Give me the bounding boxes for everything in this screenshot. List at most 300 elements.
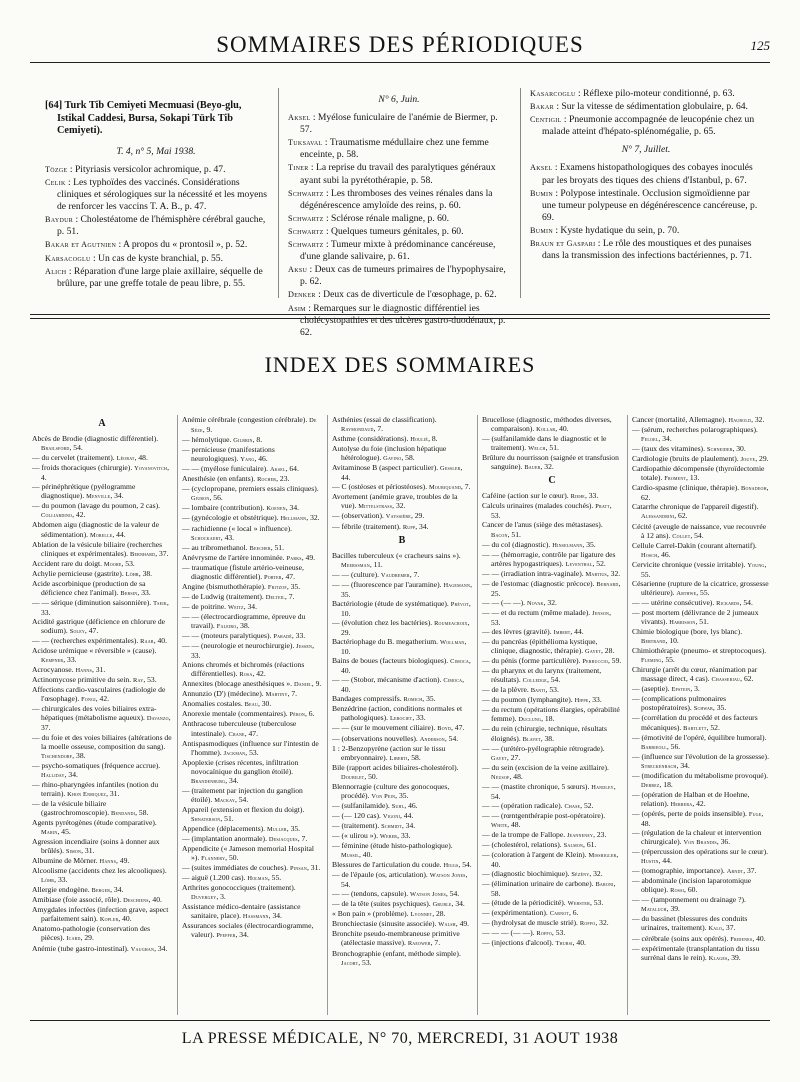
entry-topic: — — (hémorragie, contrôle par ligature des artères hypogastriques). (482, 549, 616, 568)
entry-topic: — — (sur le mouvement ciliaire). (332, 723, 438, 733)
index-entry (482, 598, 622, 608)
entry-text: : Pityriasis versicolor achromique, p. 47. (67, 163, 226, 175)
entry-topic: Anatomo-pathologie (conservation des pièces). (32, 924, 151, 943)
index-entry (32, 944, 172, 954)
author-name: Léorat (116, 455, 135, 463)
entry-topic: — — (culture). (332, 569, 381, 579)
index-entry (332, 889, 472, 899)
index-entry (182, 563, 322, 582)
page-reference: , 53. (143, 675, 157, 685)
author-name: Yovanovitch (134, 465, 168, 473)
index-entry (482, 666, 622, 685)
page-reference: , 52. (592, 558, 606, 568)
entry-topic: Bactériologie (étude de systématique). (332, 598, 451, 608)
index-entry (32, 598, 172, 617)
index-entry (482, 830, 622, 840)
page-reference: , 34. (676, 760, 690, 770)
entry-text: : Les typhoïdes des vaccinés. Considérations cliniques et sérologiques sur la nécessité et les moyens de renforcer les vaccins T. A. B., p. 47. (57, 176, 267, 213)
page-reference: , 55. (641, 559, 767, 579)
author-name: Vigoni (382, 812, 400, 820)
index-entry (632, 415, 770, 425)
summary-entry (45, 177, 267, 213)
page-reference: , 39. (727, 952, 741, 962)
page-reference: , 55. (696, 587, 710, 597)
column-divider (278, 88, 279, 298)
page-reference: , 7. (287, 689, 298, 699)
page-reference: , 53. (589, 898, 604, 908)
section-letter-text: B (398, 534, 406, 546)
index-entry (332, 919, 472, 929)
summary-entry (45, 100, 267, 138)
entry-topic: — (coloration à l'argent de Klein). (482, 850, 589, 860)
index-entry (332, 511, 472, 521)
summary-entry (288, 162, 510, 186)
entry-topic: — post mortem (délivrance de 2 jumeaux vivants). (632, 607, 759, 626)
page-reference: , 47. (244, 728, 258, 738)
page-reference: , 35. (341, 579, 472, 599)
page-reference: , 40. (148, 895, 162, 905)
index-entry (32, 617, 172, 636)
index-entry (332, 860, 472, 870)
page-reference: , 49. (455, 919, 470, 929)
entry-topic: Anévrysme de l'artère innominée. (182, 552, 287, 562)
page-reference: , 62. (641, 483, 769, 503)
entry-topic: Césarienne (rupture de la cicatrice, grossesse ultérieure). (632, 578, 769, 597)
author-name: Gruble (432, 901, 452, 909)
page-reference: , 40. (341, 656, 471, 676)
author-name: Colliardino (41, 512, 73, 520)
index-entry (632, 752, 770, 771)
page-reference: , 46. (404, 800, 418, 810)
index-entry (32, 818, 172, 837)
index-entry (32, 780, 172, 799)
author-name: Schneider (706, 446, 733, 454)
index-entry (32, 665, 172, 675)
author-name: Giuron (191, 495, 210, 503)
index-entry (632, 895, 770, 914)
page-reference: , 7. (373, 424, 384, 434)
page-reference: , 13. (686, 473, 700, 483)
author-name: Roumeacroix (434, 619, 468, 627)
entry-topic: — au tribromethanol. (182, 542, 250, 552)
index-entry (182, 474, 322, 484)
author-name: Hippe (574, 697, 589, 705)
summary-column-1 (45, 100, 267, 291)
page-reference: , 60. (684, 885, 698, 895)
author-name: Rocher (257, 476, 277, 484)
page-header (30, 22, 770, 63)
page-reference: , 7. (460, 482, 471, 492)
page-reference: , 38. (72, 750, 86, 760)
page-reference: , 58. (407, 752, 421, 762)
page-reference: , 52. (580, 800, 594, 810)
index-entry (32, 905, 172, 924)
author-name: Rupp (402, 523, 416, 531)
entry-topic: Cardiopathie décompensée (thyroïdectomie totale). (632, 464, 765, 483)
author-name: Bendandi (111, 809, 136, 817)
entry-topic: — (gynécologie et obstétrique). (182, 513, 281, 523)
entry-topic: — — (électrocardiogramme, épreuve du travail). (182, 611, 306, 630)
author-name: Bacon (491, 531, 508, 539)
entry-topic: Cancer de l'anus (siège des métastases). (482, 520, 603, 530)
summary-entry (530, 101, 762, 113)
author-name: Mussil (341, 852, 359, 860)
index-entry (482, 656, 622, 666)
column-divider (627, 415, 628, 1015)
index-entry (182, 739, 322, 758)
page-reference: , 31. (81, 846, 95, 856)
page-reference: , 50. (364, 771, 378, 781)
entry-topic: — de la trompe de Fallope. (482, 829, 567, 839)
index-entry (482, 898, 622, 908)
index-entry (32, 856, 172, 866)
entry-topic: Asthénies (essai de classification). (332, 415, 437, 424)
index-entry (332, 811, 472, 821)
page-reference: , 32. (543, 597, 557, 607)
entry-topic: — (opération de Halban et de Hoehne, relation). (632, 789, 750, 808)
index-entry (632, 733, 770, 752)
index-entry (32, 885, 172, 895)
entry-topic: Anomalies costales. (182, 699, 245, 709)
entry-topic: — rhino-pharyngées infantiles (notion du terrain). (32, 779, 159, 798)
author-name: Herrera (670, 800, 693, 808)
author-name: Hagemann (443, 581, 471, 589)
page-reference: , 35. (582, 539, 596, 549)
author-name: Soley (69, 627, 85, 635)
author-name: Haubold (728, 417, 752, 424)
author-name: Kempner (41, 657, 64, 665)
entry-topic: — — (recherches expérimentales). (32, 636, 141, 646)
author-name: Missrigler (588, 852, 617, 860)
index-entry (32, 482, 172, 501)
index-entry (482, 579, 622, 598)
entry-topic: Anesthésie (en enfants). (182, 474, 258, 484)
author-name: De Sèze (191, 417, 317, 435)
author-name: Watson Jones (429, 872, 466, 880)
summary-entry (45, 253, 267, 265)
author-name: Bakar (530, 102, 554, 112)
page-reference: , 40. (118, 914, 132, 924)
author-name: Daniel (293, 681, 312, 689)
index-entry (482, 491, 622, 501)
page-reference: , 44. (658, 856, 672, 866)
entry-topic: — (sulfanilamide). (332, 800, 392, 810)
entry-topic: Brucellose (diagnostic, méthodes diverses, comparaison). (482, 415, 612, 434)
author-name: Von Brandis (683, 839, 717, 847)
author-name: Roffo (579, 920, 596, 928)
index-entry (482, 850, 622, 869)
entry-topic: Chirurgie (arrêt du cœur, réanimation par massage direct, 4 cas). (632, 665, 758, 684)
entry-topic: — (élimination urinaire de carbone). (482, 879, 596, 889)
index-entry (332, 841, 472, 860)
entry-topic: — (sérum, recherches polarographiques). (632, 425, 758, 435)
entry-text: : Deux cas de diverticule de l'œsophage, p. 62. (315, 289, 497, 301)
author-name: Vayssière (385, 513, 411, 521)
index-entry (182, 612, 322, 631)
index-entry (332, 570, 472, 580)
index-entry (332, 637, 472, 656)
journal-footer: LA PRESSE MÉDICALE, N° 70, MERCREDI, 31 AOUT 1938 (181, 1030, 619, 1047)
index-entry (332, 463, 472, 482)
page-reference: , 34. (415, 521, 429, 531)
entry-topic: — de la plèvre. (482, 685, 531, 695)
summary-entry (530, 238, 762, 262)
index-entry (182, 582, 322, 592)
author-name: Hosch (641, 551, 658, 559)
index-column-4 (482, 415, 622, 1015)
page-reference: , 62. (740, 674, 754, 684)
index-entry (182, 719, 322, 738)
author-name: Gavino (383, 455, 402, 463)
entry-text: : Quelques tumeurs génitales, p. 60. (323, 225, 464, 237)
index-entry (32, 463, 172, 482)
summary-entry (288, 188, 510, 212)
entry-topic: Asthme (considérations). (332, 434, 411, 444)
column-divider (327, 415, 328, 1015)
author-name: Beecher (249, 544, 271, 552)
author-name: Welch (528, 445, 546, 453)
page-reference: , 35. (395, 790, 409, 800)
entry-topic: Appendice (déplacements). (182, 823, 267, 833)
page-reference: , 34. (658, 434, 672, 444)
entry-topic: Cervicite chronique (vessie irritable). (632, 559, 748, 569)
page-reference: , 46. (254, 454, 268, 464)
author-name: Marin (41, 828, 58, 836)
page-reference: , 32. (606, 568, 621, 578)
index-entry (482, 637, 622, 656)
summary-column-2 (288, 88, 510, 340)
entry-topic: Cardio-spasme (clinique, thérapie). (632, 483, 742, 493)
author-name: Cimoca (443, 677, 463, 685)
author-name: Baroni (595, 881, 614, 889)
page-reference: , 48. (134, 453, 148, 463)
author-name: Bumin (530, 225, 553, 235)
page-reference: , 44. (570, 626, 584, 636)
entry-topic: — (étude de la périodicité). (482, 898, 568, 908)
index-entry (32, 733, 172, 761)
author-name: Anderson (419, 735, 445, 743)
author-name: Paradé (273, 633, 292, 641)
entry-topic: — fébrile (traitement). (332, 521, 403, 531)
index-entry (632, 694, 770, 713)
page-reference: , 32. (392, 501, 406, 511)
index-entry (482, 434, 622, 453)
page-reference: , 51. (507, 529, 521, 539)
entry-topic: — (corrélation du procédé et des facteurs mécaniques). (632, 713, 758, 732)
index-entry (182, 834, 322, 844)
author-name: Bakar et Agutnien (45, 240, 117, 250)
page-reference: , 49. (301, 552, 316, 562)
index-entry (332, 434, 472, 444)
author-name: Bernard (596, 580, 619, 588)
entry-topic: — (taux des vitamines). (632, 444, 707, 454)
entry-topic: Cardiologie (bruits de plaulement). (632, 454, 741, 464)
author-name: Jenson (592, 609, 610, 617)
entry-topic: — (émotivité de l'opéré, équilibre humoral). (632, 732, 767, 742)
page-reference: , 7. (430, 938, 441, 948)
entry-text: : Réflexe pilo-moteur conditionné, p. 63. (575, 88, 735, 99)
page-reference: , 34. (154, 943, 168, 953)
author-name: White (491, 821, 508, 829)
author-name: Fridenes (730, 935, 753, 943)
index-entry (182, 921, 322, 940)
page-reference: , 9. (202, 425, 213, 435)
issue-heading (530, 144, 762, 156)
index-entry (332, 415, 472, 434)
entry-topic: Bactériophage du B. megatherium. (332, 637, 440, 647)
index-entry (332, 723, 472, 733)
page-reference: , 44. (112, 529, 126, 539)
page-reference: , 42. (252, 669, 266, 679)
index-entry (332, 618, 472, 637)
author-name: Gilbrin (233, 437, 253, 445)
entry-topic: — — et du rectum (même malade). (482, 607, 593, 617)
page-reference: , 64. (285, 464, 299, 474)
page-reference: , 3. (216, 892, 226, 902)
page-reference: , 51. (220, 813, 234, 823)
author-name: Jouve (740, 456, 756, 464)
summary-entry (288, 303, 510, 339)
author-name: Harrisson (669, 618, 696, 626)
index-entry (482, 763, 622, 782)
page-reference: , 54. (445, 889, 460, 899)
entry-topic: — traumatique (fistule artério-veineuse, diagnostic différentiel). (182, 562, 304, 581)
author-name: Tiner (288, 163, 309, 173)
entry-topic: — — utérine consécutive). (632, 597, 717, 607)
entry-topic: — expérimentale (transplantation du tissu surrénal dans le rein). (632, 943, 760, 962)
index-entry (332, 763, 472, 782)
index-entry (482, 744, 622, 763)
entry-topic: — — (myélose funiculaire). (182, 464, 270, 474)
entry-topic: — du rectum (opérations élargies, opérabilité femme). (482, 705, 620, 724)
index-entry (332, 734, 472, 744)
entry-topic: Blennorragie (culture des gonocoques, procédé). (332, 781, 450, 800)
entry-topic: Benzédrine (action, conditions normales et pathologiques). (332, 704, 463, 723)
author-name: Schwartz (288, 213, 324, 223)
page-reference: , 34. (243, 601, 257, 611)
entry-topic: — (opérés, perte de poids insensible). (632, 808, 749, 818)
page-reference: , 29. (80, 933, 94, 943)
entry-text: : A propos du « prontosil », p. 52. (116, 239, 248, 251)
author-name: Centigil (530, 115, 562, 125)
page-reference: , 8. (252, 435, 263, 445)
author-name: Prévot (450, 600, 469, 608)
page-reference: , 38. (540, 733, 554, 743)
index-entry (482, 801, 622, 811)
index-entry (332, 522, 472, 532)
column-divider (520, 88, 521, 298)
page-reference: , 32. (751, 415, 765, 424)
author-name: Fuge (748, 810, 762, 818)
index-entry (332, 870, 472, 889)
column-divider (477, 415, 478, 1015)
entry-topic: — des lèvres (gravité). (482, 626, 554, 636)
index-entry (182, 902, 322, 921)
index-entry (32, 646, 172, 665)
section-letter (332, 536, 472, 545)
entry-topic: — C (ostéoses et périostéoses). (332, 482, 430, 492)
index-entry (32, 837, 172, 856)
page-reference: , 53. (491, 501, 612, 521)
page-reference: , 54. (234, 794, 249, 804)
author-name: Davanzo (146, 715, 169, 723)
page-reference: , 29. (755, 454, 769, 464)
author-name: Muller (266, 825, 287, 833)
author-name: Banti (530, 687, 546, 695)
author-name: Icard (66, 935, 81, 943)
page-reference: , 50. (225, 853, 239, 863)
page-reference: , 46. (657, 549, 671, 559)
author-name: Arndt (726, 868, 744, 876)
summary-entry (288, 264, 510, 288)
entry-topic: Apoplexie (crises récentes, infiltration novocaïnique du ganglion étoilé). (182, 757, 299, 776)
author-name: Menville (86, 493, 111, 501)
author-name: Braun et Gaspari (530, 239, 596, 249)
author-name: Duclung (518, 716, 542, 724)
author-name: Fongi (81, 696, 96, 704)
entry-topic: — cérébrale (soins aux opérés). (632, 933, 731, 943)
index-entry (632, 541, 770, 560)
entry-topic: — périnéphrétique (pyélogramme diagnostique). (32, 482, 136, 501)
page-reference: , 47. (281, 571, 295, 581)
entry-topic: — (hydrolysat de muscle strié). (482, 918, 580, 928)
index-entry (632, 713, 770, 732)
entry-topic: Acidose urémique « réversible » (cause). (32, 646, 157, 656)
entry-topic: Appendicite (« Jameson memorial Hospital »). (182, 844, 315, 863)
entry-topic: — — (mastite chronique, 5 sœurs). (482, 781, 592, 791)
index-entry (482, 811, 622, 830)
entry-topic: — (traitement par injection du ganglion étoilé). (182, 785, 303, 804)
summary-entry (45, 214, 267, 238)
entry-topic: — (observations nouvelles). (332, 733, 420, 743)
page-reference: , 32. (540, 462, 554, 472)
page-reference: , 7. (297, 834, 308, 844)
entry-topic: — du pénis (forme particulière). (482, 656, 583, 666)
entry-topic: — froids thoraciques (chirurgie). (32, 463, 135, 473)
page-reference: , 35. (286, 823, 301, 833)
page-reference: , 18. (659, 779, 673, 789)
author-name: Aksu (288, 265, 308, 275)
author-name: Hinselmann (552, 541, 583, 549)
entry-topic: — abdominale (incision laparotomique oblique). (632, 876, 752, 895)
author-name: Collet (672, 532, 691, 540)
page-reference: , 34. (451, 899, 465, 909)
page-reference: , 54. (458, 860, 472, 870)
page-reference: , 30. (732, 444, 746, 454)
entry-text: : Polypose intestinale. Occlusion sigmoïdienne par une tumeur polypeuse en dégénérescence cancéreuse, p. 69. (542, 187, 758, 223)
entry-topic: Chimie biologique (bore, lys blanc). (632, 627, 743, 637)
page-reference: , 53. (551, 928, 566, 938)
entry-topic: Annexites (blocage anesthésiques ». (182, 679, 294, 689)
index-entry (32, 559, 172, 569)
entry-topic: — lombaire (contribution). (182, 503, 267, 513)
entry-topic: — (expérimentation). (482, 908, 550, 918)
entry-topic: — (sulfanilamide dans le diagnostic et le traitement). (482, 434, 607, 453)
page-reference: , 37. (155, 548, 169, 558)
index-entry (182, 786, 322, 805)
entry-topic: Agents pyrétogènes (étude comparative). (32, 817, 157, 827)
author-name: Carnot (549, 910, 569, 918)
author-name: Rosa (239, 671, 253, 679)
index-entry (182, 709, 322, 719)
entry-topic: — (implantation anormale). (182, 834, 269, 844)
page-reference: , 44. (399, 810, 414, 820)
page-reference: , 42. (692, 798, 706, 808)
author-name: Bartlett (683, 724, 707, 732)
index-entry (332, 831, 472, 841)
page-reference: , 27. (506, 752, 521, 762)
page-reference: , 39. (666, 904, 680, 914)
